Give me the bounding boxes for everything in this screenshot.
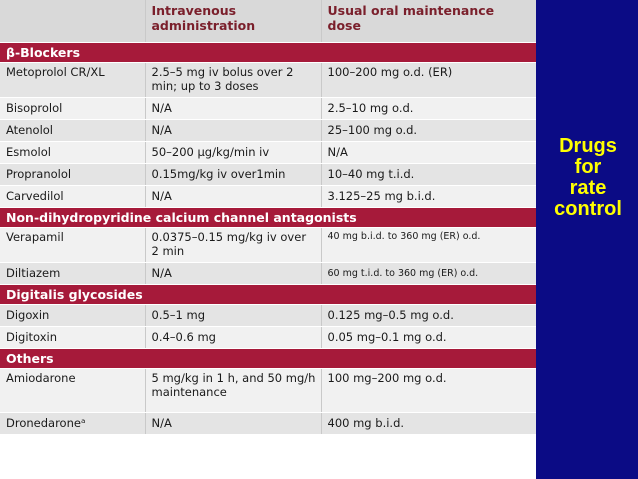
table-row [0,369,536,413]
drug-name: Esmolol [0,142,145,164]
table-row [0,120,536,142]
oral-dose: 400 mg b.i.d. [321,413,536,435]
group-title: Others [0,349,536,369]
group-header-beta-blockers [0,43,536,63]
table-header-row [0,0,536,43]
table-row [0,327,536,349]
group-title: Non-dihydropyridine calcium channel antagonists [0,208,536,228]
drug-name: Bisoprolol [0,98,145,120]
table-row [0,142,536,164]
header-oral-dose: Usual oral maintenance dose [321,0,536,43]
iv-dose: N/A [145,263,321,285]
drug-name: Carvedilol [0,186,145,208]
drug-name: Dronedaroneᵃ [0,413,145,435]
iv-dose: 0.4–0.6 mg [145,327,321,349]
iv-dose: 0.0375–0.15 mg/kg iv over 2 min [145,228,321,263]
table-row [0,164,536,186]
drug-name: Digitoxin [0,327,145,349]
drug-name: Verapamil [0,228,145,263]
slide-title [538,136,638,220]
slide-title-line: rate [569,177,607,199]
iv-dose: N/A [145,186,321,208]
group-title: β-Blockers [0,43,536,63]
table-row [0,63,536,98]
oral-dose: 0.05 mg–0.1 mg o.d. [321,327,536,349]
iv-dose: N/A [145,413,321,435]
drug-name: Diltiazem [0,263,145,285]
iv-dose: N/A [145,98,321,120]
table-row [0,413,536,435]
oral-dose: 100 mg–200 mg o.d. [321,369,536,413]
table-row [0,98,536,120]
oral-dose: 40 mg b.i.d. to 360 mg (ER) o.d. [321,228,536,263]
header-drug [0,0,145,43]
group-header-calcium-channel-antagonists [0,208,536,228]
oral-dose: N/A [321,142,536,164]
iv-dose: 0.5–1 mg [145,305,321,327]
iv-dose: 0.15mg/kg iv over1min [145,164,321,186]
group-header-others [0,349,536,369]
iv-dose: 50–200 μg/kg/min iv [145,142,321,164]
oral-dose: 60 mg t.i.d. to 360 mg (ER) o.d. [321,263,536,285]
group-title: Digitalis glycosides [0,285,536,305]
oral-dose: 2.5–10 mg o.d. [321,98,536,120]
table-row [0,305,536,327]
slide-title-line: for [574,156,602,178]
drug-name: Digoxin [0,305,145,327]
drug-name: Amiodarone [0,369,145,413]
iv-dose: N/A [145,120,321,142]
oral-dose: 3.125–25 mg b.i.d. [321,186,536,208]
header-intravenous: Intravenous administration [145,0,321,43]
drug-name: Metoprolol CR/XL [0,63,145,98]
drug-name: Atenolol [0,120,145,142]
slide-title-line: control [554,198,622,220]
iv-dose: 2.5–5 mg iv bolus over 2 min; up to 3 doses [145,63,321,98]
group-header-digitalis-glycosides [0,285,536,305]
table-row [0,186,536,208]
oral-dose: 10–40 mg t.i.d. [321,164,536,186]
iv-dose: 5 mg/kg in 1 h, and 50 mg/h maintenance [145,369,321,413]
drug-name: Propranolol [0,164,145,186]
table-row [0,228,536,263]
table-row [0,263,536,285]
slide-title-line: Drugs [559,135,617,157]
oral-dose: 25–100 mg o.d. [321,120,536,142]
oral-dose: 100–200 mg o.d. (ER) [321,63,536,98]
oral-dose: 0.125 mg–0.5 mg o.d. [321,305,536,327]
